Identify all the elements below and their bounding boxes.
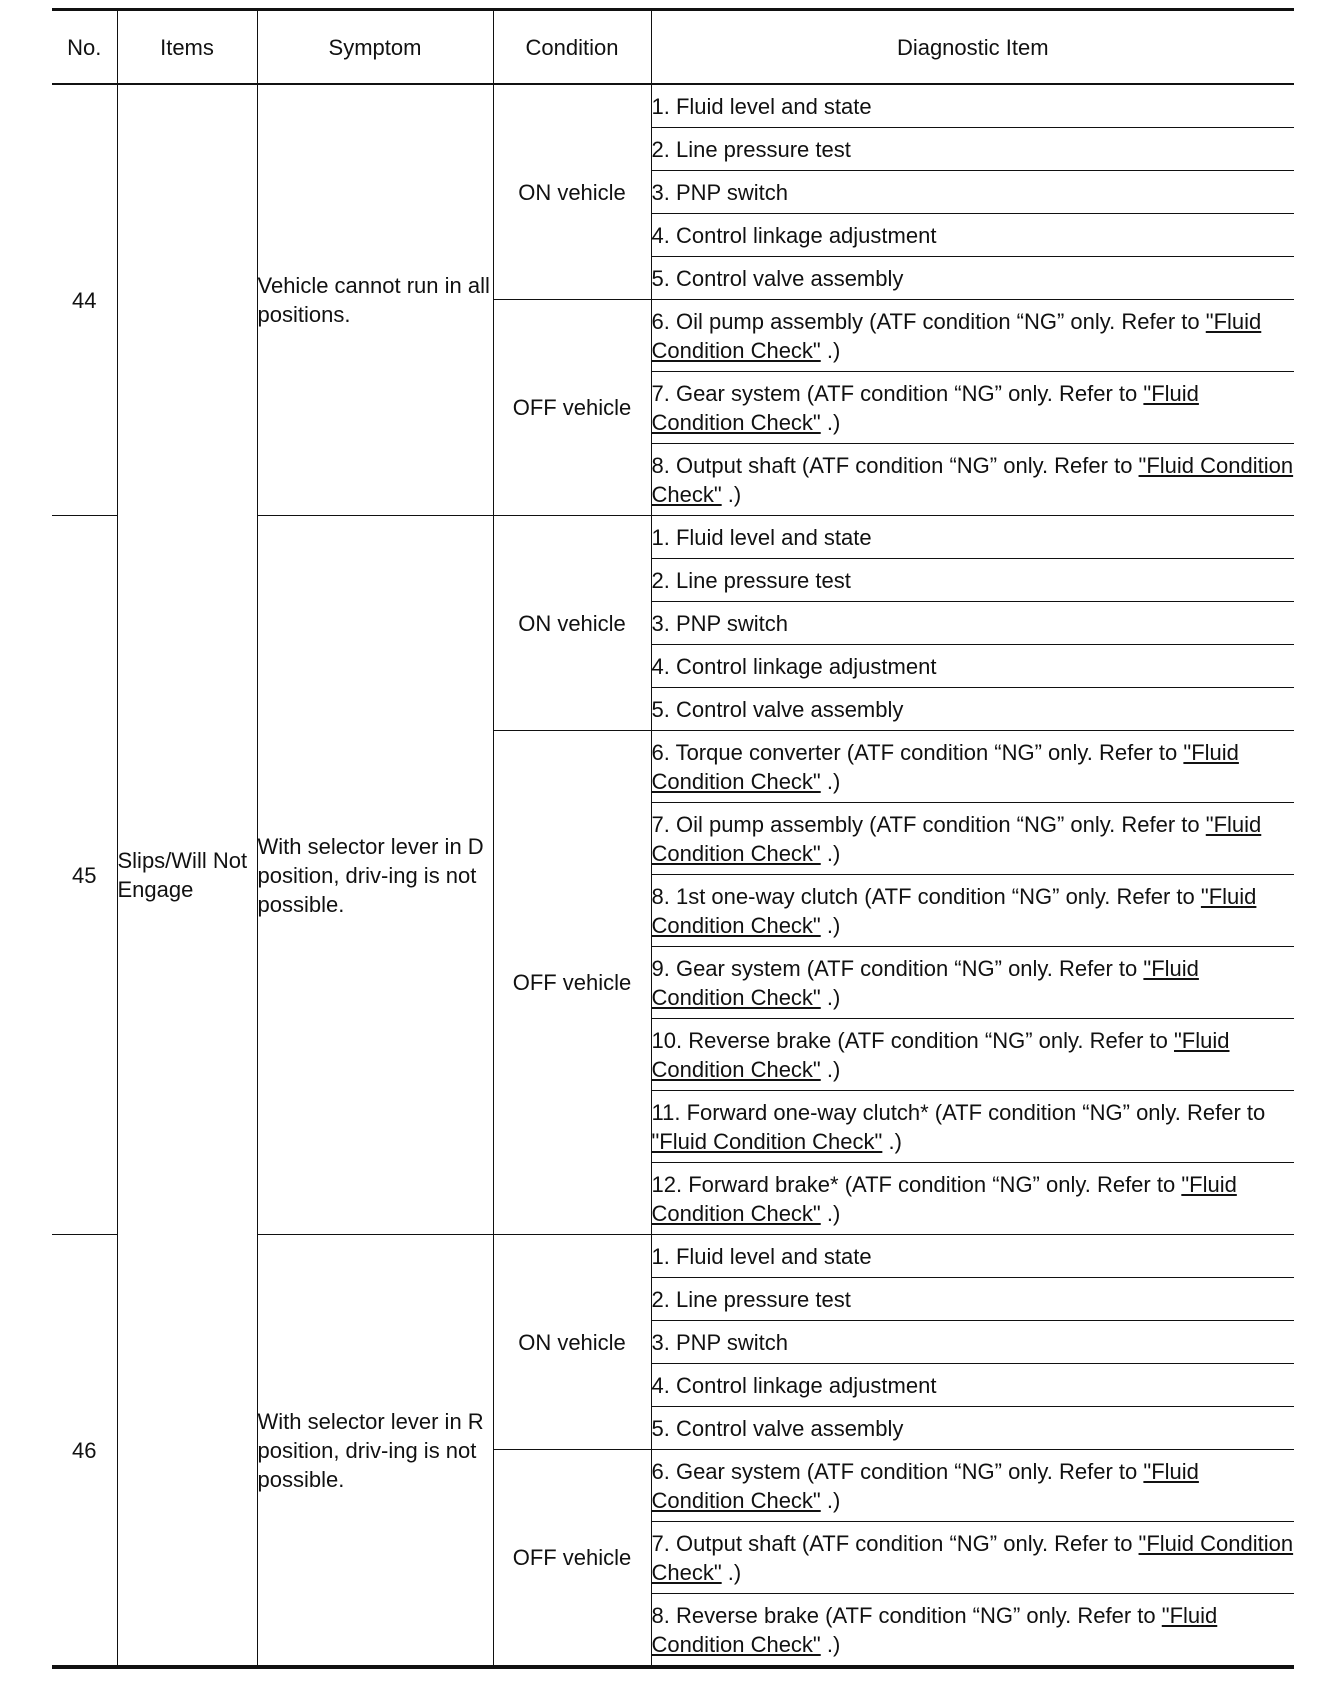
diagnostic-item-suffix: .) xyxy=(820,912,841,938)
fluid-condition-check-link[interactable]: "Fluid Condition Check" xyxy=(651,308,1262,363)
diagnostic-item-text: 7. Output shaft (ATF condition “NG” only. Refer to xyxy=(651,1530,1139,1556)
diagnostic-item-text: 11. Forward one-way clutch* (ATF condition “NG” only. Refer to xyxy=(651,1099,1266,1125)
table-body xyxy=(52,84,1294,1667)
fluid-condition-check-link[interactable]: "Fluid Condition Check" xyxy=(651,1458,1199,1513)
diagnostic-item-text: 5. Control valve assembly xyxy=(651,265,904,291)
header-no: No. xyxy=(52,10,117,85)
diagnostic-item-cell xyxy=(651,602,1294,645)
diagnostic-item-cell xyxy=(651,947,1294,1019)
fluid-condition-check-link[interactable]: "Fluid Condition Check" xyxy=(651,739,1239,794)
diagnostic-item-suffix: .) xyxy=(820,1487,841,1513)
diagnostic-item-text: 5. Control valve assembly xyxy=(651,1415,904,1441)
diagnostic-item-text: 2. Line pressure test xyxy=(651,136,851,162)
items-cell: Slips/Will Not Engage xyxy=(117,84,257,1667)
row-number: 45 xyxy=(52,516,117,1235)
diagnostic-item-text: 1. Fluid level and state xyxy=(651,93,872,119)
diagnostic-item-text: 4. Control linkage adjustment xyxy=(651,653,937,679)
diagnostic-item-suffix: .) xyxy=(820,1056,841,1082)
diagnostic-item-cell xyxy=(651,1364,1294,1407)
diagnostic-item-cell xyxy=(651,1594,1294,1668)
diagnostic-item-cell xyxy=(651,516,1294,559)
diagnostic-item-cell xyxy=(651,1522,1294,1594)
diagnostic-item-text: 4. Control linkage adjustment xyxy=(651,1372,937,1398)
diagnostic-item-suffix: .) xyxy=(820,337,841,363)
diagnostic-item-text: 6. Gear system (ATF condition “NG” only. Refer to xyxy=(651,1458,1144,1484)
diagnostic-item-suffix: .) xyxy=(820,1631,841,1657)
diagnostic-item-cell xyxy=(651,128,1294,171)
diagnostic-item-text: 9. Gear system (ATF condition “NG” only. Refer to xyxy=(651,955,1144,981)
header-condition: Condition xyxy=(493,10,651,85)
fluid-condition-check-link[interactable]: "Fluid Condition Check" xyxy=(651,1530,1294,1585)
diagnostic-item-cell xyxy=(651,257,1294,300)
diagnostic-item-text: 3. PNP switch xyxy=(651,179,789,205)
header-symptom: Symptom xyxy=(257,10,493,85)
condition-on-vehicle: ON vehicle xyxy=(493,1235,651,1450)
diagnostic-item-text: 10. Reverse brake (ATF condition “NG” only. Refer to xyxy=(651,1027,1174,1053)
diagnostic-item-cell xyxy=(651,1019,1294,1091)
diagnostic-item-cell xyxy=(651,731,1294,803)
diagnostic-item-suffix: .) xyxy=(820,409,841,435)
diagnostic-item-text: 6. Torque converter (ATF condition “NG” only. Refer to xyxy=(651,739,1184,765)
diagnostic-item-suffix: .) xyxy=(882,1128,902,1154)
fluid-condition-check-link[interactable]: "Fluid Condition Check" xyxy=(651,1171,1237,1226)
diagnostic-item-suffix: .) xyxy=(721,481,742,507)
condition-off-vehicle: OFF vehicle xyxy=(493,731,651,1235)
fluid-condition-check-link[interactable]: "Fluid Condition Check" xyxy=(651,1027,1230,1082)
fluid-condition-check-link[interactable]: "Fluid Condition Check" xyxy=(651,380,1199,435)
diagnostic-item-text: 5. Control valve assembly xyxy=(651,696,904,722)
fluid-condition-check-link[interactable]: "Fluid Condition Check" xyxy=(651,1602,1218,1657)
diagnostic-item-cell xyxy=(651,645,1294,688)
diagnostic-item-cell xyxy=(651,84,1294,128)
diagnostic-item-cell xyxy=(651,372,1294,444)
row-number: 46 xyxy=(52,1235,117,1668)
diagnostic-item-cell xyxy=(651,1163,1294,1235)
diagnostic-item-text: 7. Oil pump assembly (ATF condition “NG” only. Refer to xyxy=(651,811,1206,837)
diagnostic-item-suffix: .) xyxy=(820,1200,841,1226)
diagnostic-item-cell xyxy=(651,300,1294,372)
fluid-condition-check-link[interactable]: "Fluid Condition Check" xyxy=(651,1128,883,1154)
header-items: Items xyxy=(117,10,257,85)
diagnostic-item-cell xyxy=(651,1091,1294,1163)
diagnostic-item-text: 12. Forward brake* (ATF condition “NG” only. Refer to xyxy=(651,1171,1182,1197)
diagnostic-item-cell xyxy=(651,1278,1294,1321)
diagnostic-item-suffix: .) xyxy=(820,984,841,1010)
diagnostic-item-text: 8. Output shaft (ATF condition “NG” only. Refer to xyxy=(651,452,1139,478)
diagnostic-table xyxy=(52,8,1294,1669)
table-row xyxy=(52,84,1294,128)
diagnostic-item-text: 7. Gear system (ATF condition “NG” only. Refer to xyxy=(651,380,1144,406)
diagnostic-item-text: 2. Line pressure test xyxy=(651,1286,851,1312)
row-number: 44 xyxy=(52,84,117,516)
fluid-condition-check-link[interactable]: "Fluid Condition Check" xyxy=(651,452,1294,507)
fluid-condition-check-link[interactable]: "Fluid Condition Check" xyxy=(651,883,1257,938)
header-row xyxy=(52,10,1294,85)
diagnostic-item-cell xyxy=(651,688,1294,731)
diagnostic-item-cell xyxy=(651,1235,1294,1278)
diagnostic-item-cell xyxy=(651,803,1294,875)
diagnostic-item-suffix: .) xyxy=(820,840,841,866)
diagnostic-item-cell xyxy=(651,1321,1294,1364)
diagnostic-item-cell xyxy=(651,214,1294,257)
condition-off-vehicle: OFF vehicle xyxy=(493,1450,651,1668)
header-diagnostic-item: Diagnostic Item xyxy=(651,10,1294,85)
diagnostic-item-cell xyxy=(651,1450,1294,1522)
diagnostic-item-suffix: .) xyxy=(820,768,841,794)
fluid-condition-check-link[interactable]: "Fluid Condition Check" xyxy=(651,811,1262,866)
diagnostic-item-text: 6. Oil pump assembly (ATF condition “NG” only. Refer to xyxy=(651,308,1206,334)
fluid-condition-check-link[interactable]: "Fluid Condition Check" xyxy=(651,955,1199,1010)
diagnostic-item-text: 1. Fluid level and state xyxy=(651,1243,872,1269)
symptom-cell: With selector lever in D position, driv-ing is not possible. xyxy=(257,516,493,1235)
diagnostic-item-text: 3. PNP switch xyxy=(651,1329,789,1355)
diagnostic-item-cell xyxy=(651,444,1294,516)
diagnostic-item-text: 4. Control linkage adjustment xyxy=(651,222,937,248)
diagnostic-item-text: 1. Fluid level and state xyxy=(651,524,872,550)
diagnostic-item-cell xyxy=(651,171,1294,214)
condition-on-vehicle: ON vehicle xyxy=(493,516,651,731)
diagnostic-item-suffix: .) xyxy=(721,1559,742,1585)
condition-on-vehicle: ON vehicle xyxy=(493,84,651,300)
symptom-cell: Vehicle cannot run in all positions. xyxy=(257,84,493,516)
diagnostic-item-text: 3. PNP switch xyxy=(651,610,789,636)
diagnostic-item-cell xyxy=(651,875,1294,947)
symptom-cell: With selector lever in R position, driv-ing is not possible. xyxy=(257,1235,493,1668)
diagnostic-item-text: 8. Reverse brake (ATF condition “NG” only. Refer to xyxy=(651,1602,1162,1628)
diagnostic-item-cell xyxy=(651,559,1294,602)
diagnostic-item-text: 2. Line pressure test xyxy=(651,567,851,593)
diagnostic-item-text: 8. 1st one-way clutch (ATF condition “NG” only. Refer to xyxy=(651,883,1201,909)
diagnostic-item-cell xyxy=(651,1407,1294,1450)
condition-off-vehicle: OFF vehicle xyxy=(493,300,651,516)
